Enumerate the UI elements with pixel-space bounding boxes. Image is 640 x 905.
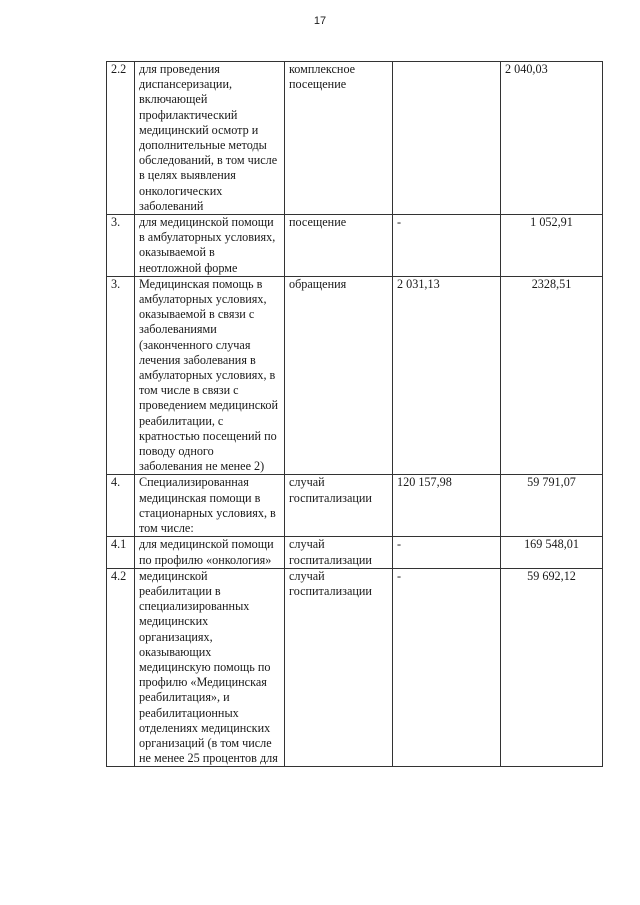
table-row [107, 62, 603, 215]
row-unit: случай госпитализации [285, 537, 393, 568]
table-row [107, 215, 603, 277]
row-name: для медицинской помощи в амбулаторных условиях, оказываемой в неотложной форме [135, 215, 285, 277]
row-value-b: 59 791,07 [501, 475, 603, 537]
table-row [107, 537, 603, 568]
table-row [107, 568, 603, 767]
row-number: 2.2 [107, 62, 135, 215]
row-name: Медицинская помощь в амбулаторных условиях, оказываемой в связи с заболеваниями (законченного случая лечения заболевания в амбулаторных условиях, в том числе в связи с проведением медицинской реабилитации, с кратностью посещений по поводу одного заболевания не менее 2) [135, 276, 285, 475]
row-value-b: 1 052,91 [501, 215, 603, 277]
row-unit: случай госпитализации [285, 475, 393, 537]
row-number: 3. [107, 215, 135, 277]
row-unit: случай госпитализации [285, 568, 393, 767]
row-name: для медицинской помощи по профилю «онкология» [135, 537, 285, 568]
row-number: 4. [107, 475, 135, 537]
row-value-a: - [393, 568, 501, 767]
page-number: 17 [313, 15, 327, 27]
row-name: медицинской реабилитации в специализированных медицинских организациях, оказывающих медицинскую помощь по профилю «Медицинская реабилитация», и реабилитационных отделениях медицинских организаций (в том числе не менее 25 процентов для [135, 568, 285, 767]
row-unit: посещение [285, 215, 393, 277]
row-unit: комплексное посещение [285, 62, 393, 215]
tariff-table [106, 61, 603, 767]
table-row [107, 276, 603, 475]
row-value-a: 120 157,98 [393, 475, 501, 537]
row-value-b: 2328,51 [501, 276, 603, 475]
row-value-a: - [393, 537, 501, 568]
row-unit: обращения [285, 276, 393, 475]
row-number: 4.1 [107, 537, 135, 568]
row-value-a: 2 031,13 [393, 276, 501, 475]
row-value-b: 59 692,12 [501, 568, 603, 767]
row-number: 3. [107, 276, 135, 475]
table-row [107, 475, 603, 537]
row-value-a [393, 62, 501, 215]
row-value-a: - [393, 215, 501, 277]
row-value-b: 169 548,01 [501, 537, 603, 568]
row-name: Специализированная медицинская помощи в стационарных условиях, в том числе: [135, 475, 285, 537]
row-number: 4.2 [107, 568, 135, 767]
row-name: для проведения диспансеризации, включающей профилактический медицинский осмотр и дополнительные методы обследований, в том числе в целях выявления онкологических заболеваний [135, 62, 285, 215]
row-value-b: 2 040,03 [501, 62, 603, 215]
